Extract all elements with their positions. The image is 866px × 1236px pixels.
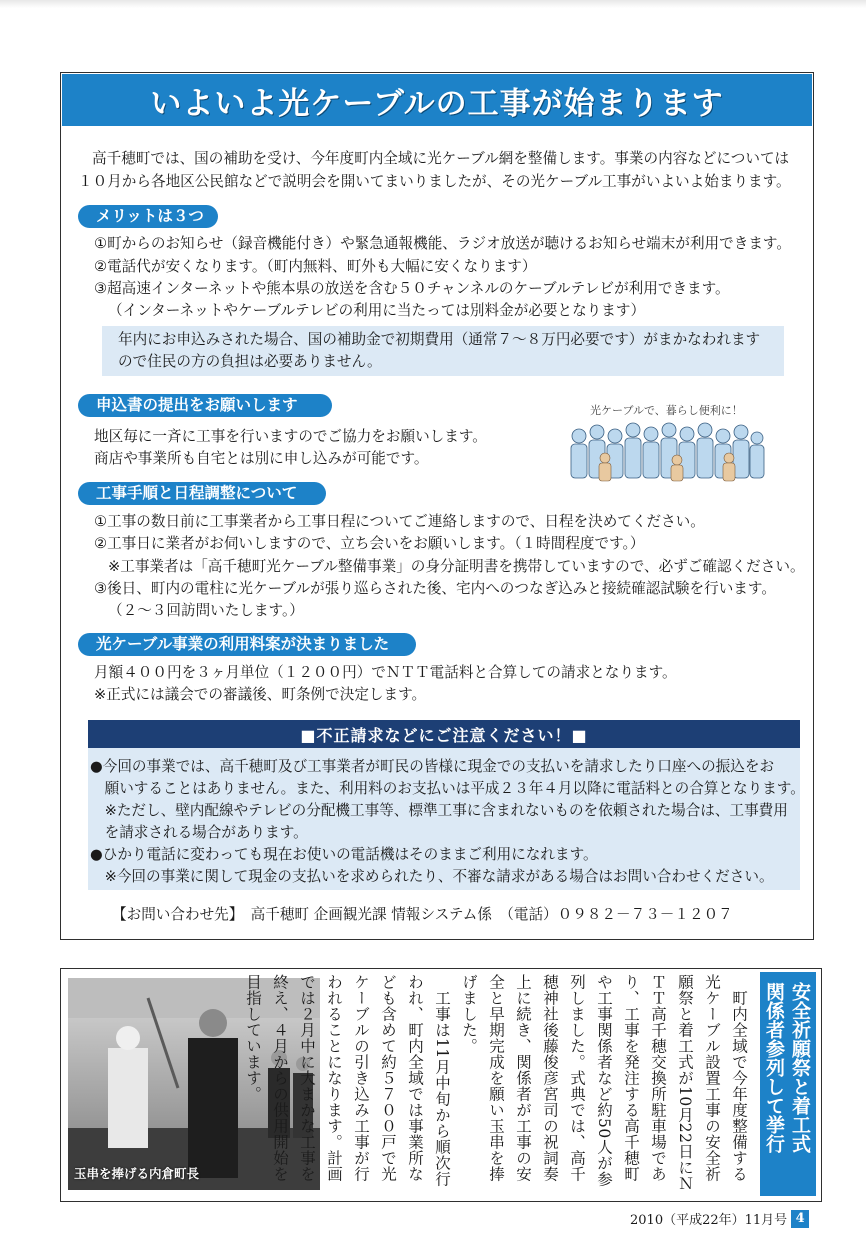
notice-line-3: ※ただし、壁内配線やテレビの分配機工事等、標準工事に含まれないものを依頼された場合は、工事費用 — [90, 802, 788, 819]
procedure-line-2: ②工事日に業者がお伺いしますので、立ち会いをお願いします。（１時間程度です。） — [94, 535, 645, 552]
article-title: 安全祈願祭と着工式 関係者参列して挙行 — [760, 972, 816, 1196]
fee-line-2: ※正式には議会での審議後、町条例で決定します。 — [94, 686, 427, 703]
procedure-heading: 工事手順と日程調整について — [78, 482, 326, 505]
merit-item-3: ③超高速インターネットや熊本県の放送を含む５０チャンネルのケーブルテレビが利用できます。 — [94, 280, 730, 297]
fee-line-1: 月額４００円を３ヶ月単位（１２００円）でＮＴＴ電話料と合算しての請求となります。 — [94, 664, 677, 681]
application-line-1: 地区毎に一斉に工事を行いますのでご協力をお願いします。 — [94, 428, 487, 445]
illustration-caption: 光ケーブルで、暮らし便利に！ — [590, 404, 743, 417]
notice-line-2: 願いすることはありません。また、利用料のお支払いは平成２３年４月以降に電話料との合算となります。 — [90, 780, 805, 797]
procedure-line-5: （２～３回訪問いたします。） — [108, 602, 304, 619]
page-number: 4 — [791, 1210, 809, 1228]
townspeople-illustration — [565, 400, 765, 488]
page-footer — [630, 1209, 809, 1228]
application-heading: 申込書の提出をお願いします — [78, 394, 332, 417]
notice-line-1: ●今回の事業では、高千穂町及び工事業者が町民の皆様に現金での支払いを請求したり口座への振込をお — [90, 758, 775, 775]
notice-line-4: を請求される場合があります。 — [90, 824, 308, 841]
notice-line-5: ●ひかり電話に変わっても現在お使いの電話機はそのままご利用になれます。 — [90, 846, 598, 863]
procedure-line-4: ③後日、町内の電柱に光ケーブルが張り巡らされた後、宅内へのつなぎ込みと接続確認試験を行います。 — [94, 580, 776, 597]
notice-line-6: ※今回の事業に関して現金の支払いを求められたり、不審な請求がある場合はお問い合わせください。 — [90, 868, 774, 885]
merit-note-line-2: ので住民の方の負担は必要ありません。 — [118, 353, 382, 370]
issue-label: 2010（平成22年）11月号 — [630, 1213, 788, 1228]
contact-line: 【お問い合わせ先】 高千穂町 企画観光課 情報システム係 （電話）０９８２－７３－１２０７ — [112, 906, 733, 923]
application-line-2: 商店や事業所も自宅とは別に申し込みが可能です。 — [94, 450, 429, 467]
fee-heading: 光ケーブル事業の利用料案が決まりました — [78, 633, 416, 656]
page-title: いよいよ光ケーブルの工事が始まります — [150, 85, 724, 122]
top-edge — [0, 0, 866, 8]
merit-item-1: ①町からのお知らせ（録音機能付き）や緊急通報機能、ラジオ放送が聴けるお知らせ端末が利用できます。 — [94, 235, 791, 252]
procedure-line-3: ※工事業者は「高千穂町光ケーブル整備事業」の身分証明書を携帯していますので、必ずご確認ください。 — [108, 558, 805, 575]
photo-caption: 玉串を捧げる内倉町長 — [74, 1166, 200, 1181]
title-banner — [62, 74, 812, 126]
article-body: 町内全域で今年度整備する光ケーブル設置工事の安全祈願祭と着工式が10月22日にＮＴＴ高千穂交換所駐車場であり、工事を発注する高千穂町や工事関係者など約50人が参列しました。式典では、高千穂神社後藤俊彦宮司の祝詞奏上に続き、関係者が工事の安全と早期完成を願い玉串を捧げました。 工事は11月中旬から順次行われ、町内全域では事業所なども含めて約５７００戸で光ケーブルの引き込み工事が行われることになります。計画では２月中に大まかな工事を終え、４月からの供用開始を目指しています。 — [244, 974, 748, 1192]
merit-note-line-1: 年内にお申込みされた場合、国の補助金で初期費用（通常７～８万円必要です）がまかなわれます — [118, 331, 761, 348]
merit-item-3-note: （インターネットやケーブルテレビの利用に当たっては別料金が必要となります） — [108, 302, 646, 319]
merit-heading: メリットは３つ — [78, 205, 218, 228]
procedure-line-1: ①工事の数日前に工事業者から工事日程についてご連絡しますので、日程を決めてください。 — [94, 513, 705, 530]
notice-heading: ■不正請求などにご注意ください！■ — [88, 720, 800, 748]
intro-line-2: １０月から各地区公民館などで説明会を開いてまいりましたが、その光ケーブル工事がいよいよ始まります。 — [78, 173, 791, 190]
merit-item-2: ②電話代が安くなります。（町内無料、町外も大幅に安くなります） — [94, 258, 537, 275]
intro-line-1: 高千穂町では、国の補助を受け、今年度町内全域に光ケーブル網を整備します。事業の内容などについては — [92, 150, 790, 167]
